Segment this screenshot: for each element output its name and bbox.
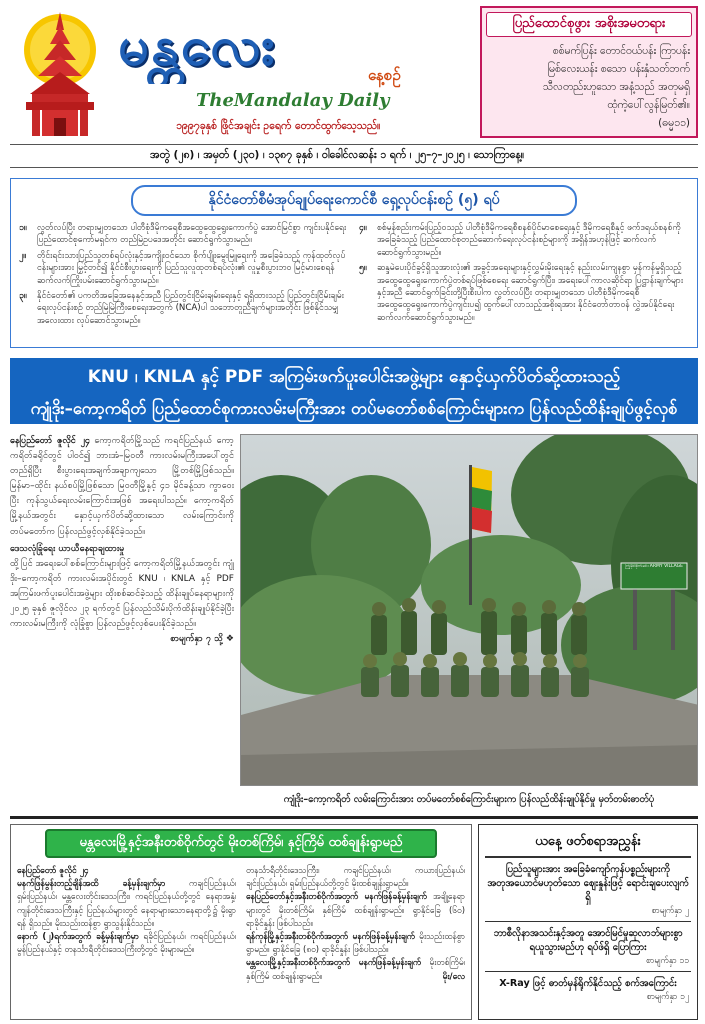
govt-agenda-box [10, 178, 698, 348]
photo-caption: ကျုံဒိုး–ကော့ကရိတ် လမ်းကြောင်းအား တပ်မတော်စစ်ကြောင်းများက ပြန်လည်ထိန်းချုပ်နိုင်မှု မှတ်တမ်းဓာတ်ပုံ [283, 794, 655, 805]
agenda-item [359, 222, 689, 259]
weather-lead: မနက်ဖြန်မွန်းတည့်ချိန်အထိ ခန့်မှန်းချက်မှာ [17, 878, 166, 889]
agenda-item [19, 250, 349, 287]
headline-line-2: ကျုံဒိုး–ကော့ကရိတ် ပြည်ထောင်စုကားလမ်းမကြီးအား တပ်မတော်စစ်ကြောင်းများက ပြန်လည်ထိန်းချုပ်ဖွင့်လှစ် [30, 399, 678, 418]
weather-column-right [246, 864, 465, 983]
weather-lead: နေပြည်တော်နှင့်အနီးတစ်ဝိုက်အတွက် မနက်ဖြန်ခန့်မှန်းချက် [246, 891, 427, 902]
weather-text: အချို့နေရာများတွင် မိုးတစ်ကြိမ်၊ နှစ်ကြိမ် ထစ်ချုန်းရွာမည်။ ရွာနိုင်ခြေ (၆၀) ရာခိုင်နှုန်း ဖြစ်ပါသည်။ [246, 891, 465, 928]
agenda-item-text: နိုင်ငံတော်၏ ပကတိအခြေအနေနှင့်အညီ ပြည်တွင်းငြိမ်းချမ်းရေးနှင့် ရရှိထားသည့် ပြည်တွင်းငြိမ်းချမ်းရေးလုပ်ငန်းစဉ် တည်မြဲမြဲကြီးစေရေးအတွက် (NCA)ပါ သဘောတူညီချက်များအတိုင်း ဖြစ်နိုင်သမျှ အလေးထား လုပ်ဆောင်သွားမည်။ [37, 291, 344, 326]
index-item[interactable] [485, 922, 691, 972]
soldiers-photo-icon [241, 435, 698, 786]
weather-column-left [17, 864, 236, 983]
established-line: ၁၉၉၇ခုနှစ် ဖြိုင်အချင်း ဥရေက် တောင်ထွက်သေ့သည်။ [176, 120, 381, 132]
motto-box [480, 6, 698, 138]
weather-heading: မန္တလေးမြို့နှင့်အနီးတစ်ဝိုက်တွင် မိုးတစ်ကြိမ်၊ နှင့်ကြိမ် ထစ်ချုန်းရွာမည် [45, 829, 437, 858]
agenda-item [19, 222, 349, 247]
story-subhead: ဒေသလုံခြုံရေး ယာယီနေရာချထားမှု [10, 543, 125, 554]
index-item-text: ဘာစီလိုနာအသင်းနှင့်အတူ အောင်မြင်မှုဆုလာဘ်များစွာ ရယူသွားမည်ဟု ရပ်ဖ်ရှိ ပြောကြား [493, 928, 683, 953]
govt-agenda-column-right [359, 222, 689, 330]
story-dateline: နေပြည်တော် ဇူလိုင် ၂၄ [10, 436, 90, 446]
section-divider [10, 816, 698, 819]
story-continued[interactable]: စာမျက်နှာ ၇ သို့ ❖ [170, 634, 234, 645]
weather-dateline: နေပြည်တော် ဇူလိုင် ၂၄ [17, 865, 89, 875]
newspaper-title: မန္တလေး [118, 13, 277, 77]
todays-index-heading: ယနေ့ ဖတ်စရာအညွှန်း [485, 825, 691, 858]
agenda-item-number: ၅။ [359, 263, 367, 274]
headline-line-1: KNU ၊ KNLA နှင့် PDF အကြမ်းဖက်ပူးပေါင်းအဖွဲ့များ နှောင့်ယှက်ပိတ်ဆို့ထားသည့် [87, 367, 621, 387]
newspaper-subtitle: နေ့စဉ် [368, 66, 401, 84]
weather-text: မိုးတစ်ကြိမ်၊ နှစ်ကြိမ် ထစ်ချုန်းရွာမည်။ [246, 957, 465, 981]
weather-lead: ရန်ကုန်မြို့နှင့်အနီးတစ်ဝိုက်အတွက် မနက်ဖြန်ခန့်မှန်းချက် [246, 931, 415, 942]
govt-agenda-heading: နိုင်ငံတော်စီမံအုပ်ချုပ်ရေးကောင်စီ ရှေ့လုပ်ငန်းစဉ် (၅) ရပ် [131, 185, 577, 216]
weather-lead: နောက် (၂)ရက်အတွက် ခန့်မှန်းချက်မှာ [17, 931, 139, 942]
agenda-item-text: လွတ်လပ်ပြီး တရားမျှတသော ပါတီစုံဒီမိုကရေစီအထွေထွေရွေးကောက်ပွဲ အောင်မြင်စွာ ကျင်းပနိုင်ရေး ပြည်ထောင်စုကော်မရှင်က တည်မြဲဥပဒေအတိုင်း ဆောင်ရွက်သွားမည်။ [37, 223, 347, 246]
index-item-text: ပြည်သူများအား အခြေခံကျော်ကုန်ပစ္စည်းများကို အတုအယောင်မဟုတ်သော စျေးနှုန်းဖြင့် ရောင်းချပေးလျက်ရှိ [487, 864, 689, 903]
motto-reference: (ဓမ္မ၁၁) [658, 117, 690, 129]
main-photo [240, 434, 698, 786]
govt-agenda-column-left [19, 222, 349, 330]
story-paragraph: ကော့ကရိတ်မြို့သည် ကရင်ပြည်နယ် ကော့ကရိတ်ခရိုင်တွင် ပါဝင်၍ ဘားအံ–မြဝတီ ကားလမ်းမကြီးအပေါ်တွင် တည်ရှိပြီး စီးပွားရေးအချက်အချာကျသော မြို့တစ်မြို့ဖြစ်သည်။ မြန်မာ–ထိုင်း နယ်စပ်မြို့ဖြစ်သော မြဝတီမြို့နှင့် ၄၁ မိုင်ခန့်သာ ကွာဝေးပြီး ကုန်သွယ်ရေးလမ်းကြောင်းအဖြစ် အရေးပါသည်။ ကော့ကရိတ်မြို့နယ်အတွင်း နှောင့်ယှက်ပိတ်ဆို့ထားသော လမ်းကြောင်းကို တပ်မတော်က ပြန်လည်ဖွင့်လှစ်နိုင်ခဲ့သည်။ [10, 436, 234, 537]
weather-text: ရခိုင်ပြည်နယ်၊ ကရင်ပြည်နယ်၊ မွန်ပြည်နယ်နှင့် တနင်္သာရီတိုင်းဒေသကြီးတို့တွင် မိုးများမည်။ [17, 931, 236, 955]
main-story-text [10, 434, 234, 812]
weather-story [10, 824, 472, 1020]
main-headline [10, 358, 698, 424]
agenda-item-number: ၂။ [19, 250, 26, 261]
agenda-item-number: ၃။ [19, 291, 27, 302]
weather-text: ကချင်ပြည်နယ်၊ ရှမ်းပြည်နယ်၊ မန္တလေးတိုင်းဒေသကြီး၊ ကရင်ပြည်နယ်တို့တွင် နေရာအနှံ့၊ ကျန်တိုင်းဒေသကြီးနှင့် ပြည်နယ်များတွင် နေရာများသောနေရာတို့၌ မိုးရွာရန် ရှိသည်။ မိုးသည်းထန်စွာ ရွာသွန်းနိုင်သည်။ [17, 878, 236, 928]
masthead [6, 4, 476, 134]
todays-index-box [478, 824, 698, 1020]
agenda-item [359, 262, 689, 324]
index-item-page: စာမျက်နှာ ၁၁ [646, 956, 689, 966]
pagoda-logo-icon [12, 10, 108, 138]
issue-info-bar: အတွဲ (၂၈) ၊ အမှတ် (၂၃၀) ၊ ၁၃၈၇ ခုနှစ် ၊ ဝါခေါင်လဆန်း ၁ ရက် ၊ ၂၅–၇–၂၀၂၅ ၊ သောကြာနေ့။ [10, 144, 698, 168]
story-paragraph: ထို့ပြင် အရေးပေါ်စစ်ကြောင်းများဖြင့် ကော့ကရိတ်မြို့နယ်အတွင်း ကျုံဒိုး–ကော့ကရိတ် ကားလမ်းအပိုင်းတွင် KNU ၊ KNLA နှင့် PDF အကြမ်းဖက်ပူးပေါင်းအဖွဲ့များ ထိုးစစ်ဆင်ခဲ့သည့် ထိန်းချုပ်နေရာများကို ၂၀၂၅ ခုနှစ် ဇူလိုင်လ ၂၃ ရက်တွင် ပြန်လည်သိမ်းပိုက်ထိန်းချုပ်နိုင်ခဲ့ပြီး ကားလမ်းမကြီးကို လုံခြုံစွာ ပြန်လည်ဖွင့်လှစ်ပေးနိုင်ခဲ့သည်။ [10, 558, 234, 630]
index-item-page: စာမျက်နှာ ၂ [651, 906, 689, 916]
newspaper-english-name: TheMandalay Daily [196, 90, 390, 111]
agenda-item-number: ၄။ [359, 223, 367, 233]
photo-sign-text: ကြံ့ခိုင်စိုက်ခင်း ARMY VILLAGE [625, 564, 683, 569]
index-item-text: X-Ray ဖြင့် ဓာတ်မှန်ရိုက်နိုင်သည့် စက်အကြောင်း [499, 978, 677, 989]
agenda-item-text: တိုင်းရင်းသားပြည်သူတစ်ရပ်လုံးနှင့်အကျိုးဝင်သော စိုက်ပျိုးမွေးမြူရေးကို အခြေခံသည့် ကုန်ထုတ်လုပ်ငန်းများအား မြှင့်တင်၍ နိုင်ငံစီးပွားရေးကို ပြည်သူလူထုတစ်ရပ်လုံး၏ လူမှုစီးပွားဘဝ မြင့်မားစေရန် ဆက်လက်ကြိုးပမ်းဆောင်ရွက်သွားမည်။ [37, 250, 346, 286]
agenda-item-number: ၁။ [19, 223, 27, 233]
index-item[interactable] [485, 858, 691, 922]
motto-title: ပြည်ထောင်စုဖွား အစိုးအမတရား [486, 12, 692, 37]
agenda-item-text: ဆန္ဒမဲပေးပိုင်ခွင့်ရှိသူအားလုံး၏ အခွင့်အရေးများနှင့်လွှမ်းမိုးရေးနှင့် နည်းလမ်းကျနစွာ မှန်ကန်မှုရှိသည့် အထွေထွေရွေးကောက်ပွဲတစ်ရပ်ဖြစ်စေရေး ဆောင်ရွက်ပြီး၊ အရေးပေါ်ကာလဆိုင်ရာ ပြဋ္ဌာန်းချက်များနှင့်အညီ ဆောင်ရွက်ခြင်းတို့ပြီးစီးပါက လွှတ်လပ်ပြီး တရားမျှတသော ပါတီစုံဒီမိုကရေစီ အထွေထွေရွေးကောက်ပွဲကျင်းပ၍ ထွက်ပေါ်လာသည့်အစိုးရအား နိုင်ငံတော်တာဝန် လွှဲအပ်နိုင်ရေး ဆက်လက်ဆောင်ရွက်သွားမည်။ [377, 263, 683, 323]
weather-continued[interactable]: မိုး/လေ [442, 970, 465, 981]
agenda-item [19, 290, 349, 327]
weather-text: တနင်္သာရီတိုင်းဒေသကြီး၊ ကချင်ပြည်နယ်၊ ကယားပြည်နယ်၊ ချင်းပြည်နယ်၊ ရှမ်းပြည်နယ်တို့တွင် မိုးထစ်ချုန်းရွာမည်။ [246, 865, 465, 889]
weather-text: မိုးသည်းထန်စွာ ရွာမည်။ ရွာနိုင်ခြေ (၈၀) ရာခိုင်နှုန်း ဖြစ်ပါသည်။ [246, 931, 465, 955]
index-item[interactable] [485, 972, 691, 1007]
index-item-page: စာမျက်နှာ ၁၂ [646, 992, 689, 1002]
agenda-item-text: စစ်မှန်စည်းကမ်းပြည့်ဝသည့် ပါတီစုံဒီမိုကရေစီစနစ်ပိုင်မာစေရေးနှင့် ဒီမိုကရေစီနှင့် ဖက်ဒရယ်စနစ်ကို အခြေခံသည့် ပြည်ထောင်စုတည်ဆောက်ရေးလုပ်ငန်းစဉ်များကို အရှိန်အဟုန်ဖြင့် ဆက်လက်ဆောင်ရွက်သွားမည်။ [377, 223, 681, 258]
weather-lead: မန္တလေးမြို့နှင့်အနီးတစ်ဝိုက်အတွက် မနက်ဖြန်ခန့်မှန်းချက် [246, 957, 422, 968]
motto-body: စစ်မက်ပြန်း တောင်ဝယ်ပန်း ကြာပန်း မြစ်လေးယန်း စသော ပန်းနှံသတ်ဘက် သီလတည်းဟူသော အနံ့သည် အတုမရှိ ထုံကဲ့ပေါ်လွန်မြတ်၏။ [542, 45, 690, 111]
